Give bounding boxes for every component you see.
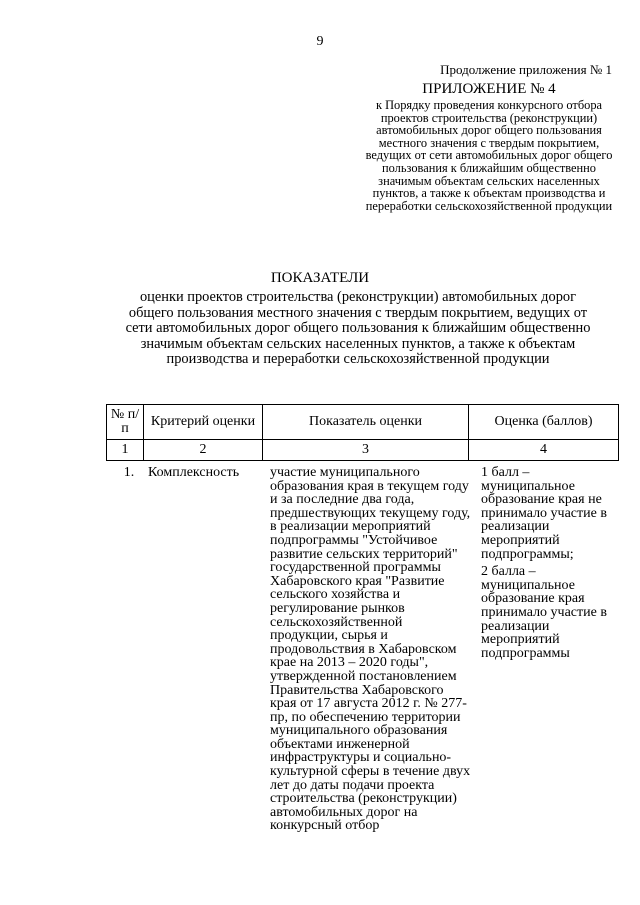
- column-number: 2: [144, 440, 263, 461]
- appendix-title: ПРИЛОЖЕНИЕ № 4: [422, 81, 556, 97]
- column-number-row: [107, 440, 619, 461]
- score-cell: [481, 466, 611, 664]
- page-number: 9: [316, 34, 324, 49]
- column-header-indicator: Показатель оценки: [263, 405, 469, 440]
- table-header-row: [107, 405, 619, 440]
- appendix-continuation-note: Продолжение приложения № 1: [440, 62, 612, 77]
- criterion-cell: Комплексность: [148, 465, 240, 480]
- column-number: 1: [107, 440, 144, 461]
- column-header-score: Оценка (баллов): [469, 405, 619, 440]
- column-number: 3: [263, 440, 469, 461]
- indicators-table: [106, 404, 619, 461]
- column-number: 4: [469, 440, 619, 461]
- appendix-header: [362, 80, 616, 212]
- document-subtitle: оценки проектов строительства (реконструкции) автомобильных дорог общего пользования местного значения с твердым покрытием, ведущих от сети автомобильных дорог общего пользования к ближайшим общественно значимым объектам сельских населенных пунктов, а также к объектам производства и переработки сельскохозяйственной продукции: [125, 289, 591, 368]
- row-number: 1.: [123, 465, 135, 480]
- appendix-description: к Порядку проведения конкурсного отбора проектов строительства (реконструкции) автомобильных дорог общего пользования местного значения с твердым покрытием, ведущих от сети автомобильных дорог общего пользования к ближайшим общественно значимым объектам сельских населенных пунктов, а также к объектам производства и переработки сельскохозяйственной продукции: [365, 98, 613, 213]
- document-title: ПОКАЗАТЕЛИ: [270, 270, 370, 286]
- score-option-2: 2 балла – муниципальное образование края принимало участие в реализации мероприятий подпрограммы: [481, 564, 607, 661]
- column-header-criterion: Критерий оценки: [144, 405, 263, 440]
- indicator-cell: участие муниципального образования края в текущем году и за последние два года, предшествующих текущему году, в реализации мероприятий подпрограммы "Устойчивое развитие сельских территорий" государственной программы Хабаровского края "Развитие сельского хозяйства и регулирование рынков сельскохозяйственной продукции, сырья и продовольствия в Хабаровском крае на 2013 – 2020 годы", утвержденной постановлением Правительства Хабаровского края от 17 августа 2012 г. № 277-пр, по обеспечению территории муниципального образования объектами инженерной инфраструктуры и социально-культурной сферы в течение двух лет до даты подачи проекта строительства (реконструкции) автомобильных дорог на конкурсный отбор: [270, 465, 471, 834]
- score-option-1: 1 балл – муниципальное образование края не принимало участие в реализации мероприятий подпрограммы;: [481, 465, 607, 562]
- column-header-number: № п/п: [107, 405, 144, 440]
